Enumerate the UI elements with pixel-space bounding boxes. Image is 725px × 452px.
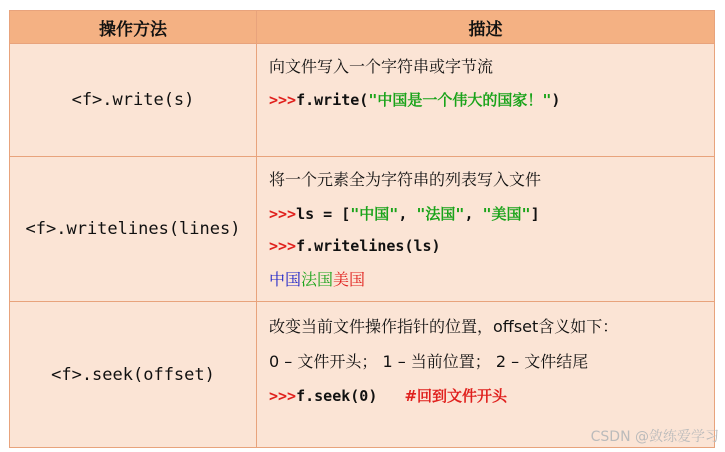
desc-text-2: 0 – 文件开头； 1 – 当前位置； 2 – 文件结尾 [269,352,589,371]
code-string: "中国" [350,205,399,223]
table-row [10,44,715,157]
code-call: f.writelines(ls) [296,237,441,255]
description-writelines [257,157,715,302]
code-pre: ls = [ [296,205,351,223]
code-string: "中国是一个伟大的国家！" [368,91,552,109]
code-call: f.seek(0) [296,387,378,405]
code-close: ) [551,91,561,109]
output-1: 中国 [269,270,302,289]
output-2: 法国 [301,270,334,289]
output-3: 美国 [333,270,366,289]
output-line [269,267,714,290]
prompt: >>> [269,91,297,109]
code-sep: , [398,205,417,223]
header-method: 操作方法 [10,11,257,44]
table-row [10,157,715,302]
code-line [269,237,714,255]
prompt: >>> [269,237,297,255]
desc-text: 将一个元素全为字符串的列表写入文件 [269,170,542,189]
code-string: "美国" [482,205,531,223]
description-write [257,44,715,157]
header-description: 描述 [257,11,715,44]
prompt: >>> [269,205,297,223]
code-line [269,385,714,406]
method-seek: <f>.seek(offset) [10,302,257,448]
code-string: "法国" [416,205,465,223]
desc-text: 改变当前文件操作指针的位置，offset含义如下： [269,317,619,336]
code-comment: #回到文件开头 [404,387,508,405]
methods-table [9,10,715,448]
method-writelines: <f>.writelines(lines) [10,157,257,302]
code-post: ] [530,205,540,223]
watermark: CSDN @敛练爱学习 [590,429,719,445]
method-write: <f>.write(s) [10,44,257,157]
code-line [269,203,714,224]
prompt: >>> [269,387,297,405]
desc-text: 向文件写入一个字符串或字节流 [269,57,494,76]
code-sep: , [464,205,483,223]
code-fn: f.write( [296,91,369,109]
code-line [269,89,714,110]
